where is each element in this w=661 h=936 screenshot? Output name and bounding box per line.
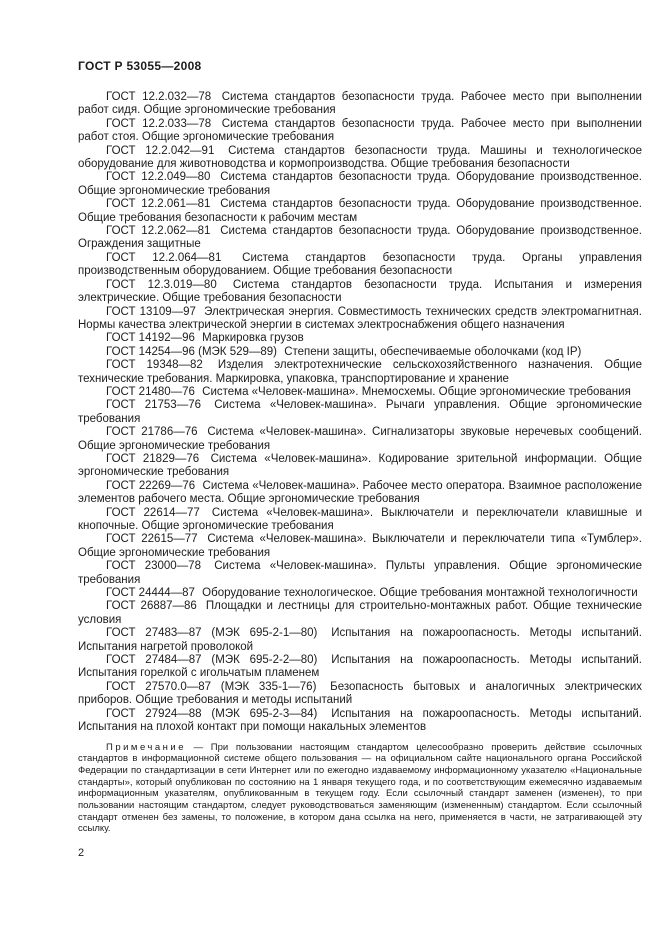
reference-item bbox=[78, 681, 642, 708]
page-number: 2 bbox=[78, 847, 85, 859]
reference-item bbox=[78, 386, 642, 399]
reference-designation: ГОСТ 27924—88 (МЭК 695-2-3—84) bbox=[106, 707, 318, 720]
reference-title: Система «Человек-машина». Рабочее место оператора. Взаимное расположение элементов рабочего места. Общие эргономические требования bbox=[78, 479, 642, 506]
reference-title: Система стандартов безопасности труда. Органы управления производственным оборудованием. Общие требования безопасности bbox=[78, 251, 642, 278]
reference-item bbox=[78, 252, 642, 279]
reference-title: Маркировка грузов bbox=[202, 332, 304, 345]
reference-title: Система стандартов безопасности труда. Рабочее место при выполнении работ стоя. Общие эргономические требования bbox=[78, 117, 642, 144]
reference-designation: ГОСТ 21480—76 bbox=[106, 385, 195, 398]
reference-designation: ГОСТ 22615—77 bbox=[106, 533, 198, 546]
reference-designation: ГОСТ 14192—96 bbox=[106, 332, 195, 345]
reference-designation: ГОСТ 12.2.062—81 bbox=[106, 225, 211, 238]
reference-item bbox=[78, 627, 642, 654]
reference-item bbox=[78, 198, 642, 225]
reference-item bbox=[78, 145, 642, 172]
reference-title: Площадки и лестницы для строительно-монтажных работ. Общие технические условия bbox=[78, 600, 642, 626]
reference-title: Система стандартов безопасности труда. Машины и технологическое оборудование для животноводства и кормопроизводства. Общие требования безопасности bbox=[78, 144, 642, 171]
reference-title: Система «Человек-машина». Выключатели и переключатели типа «Тумблер». Общие эргономические требования bbox=[78, 533, 642, 559]
reference-title: Изделия электротехнические сельскохозяйственного назначения. Общие технические требования. Маркировка, упаковка, транспортирование и хранение bbox=[78, 359, 642, 385]
reference-title: Система «Человек-машина». Мнемосхемы. Общие эргономические требования bbox=[202, 385, 631, 398]
reference-title: Испытания на пожароопасность. Методы испытаний. Испытания на плохой контакт при помощи накальных элементов bbox=[78, 707, 642, 734]
reference-item bbox=[78, 359, 642, 386]
reference-item bbox=[78, 453, 642, 480]
reference-designation: ГОСТ 27484—87 (МЭК 695-2-2—80) bbox=[106, 654, 318, 667]
reference-designation: ГОСТ 19348—82 bbox=[106, 359, 203, 372]
reference-designation: ГОСТ 12.2.042—91 bbox=[106, 144, 215, 157]
reference-designation: ГОСТ 12.3.019—80 bbox=[106, 278, 217, 291]
reference-title: Безопасность бытовых и аналогичных электрических приборов. Общие требования и методы испытаний bbox=[78, 680, 643, 707]
reference-item bbox=[78, 708, 642, 735]
reference-designation: ГОСТ 27483—87 (МЭК 695-2-1—80) bbox=[106, 627, 318, 640]
reference-designation: ГОСТ 14254—96 (МЭК 529—89) bbox=[106, 345, 278, 358]
reference-title: Система стандартов безопасности труда. Испытания и измерения электрические. Общие требования безопасности bbox=[78, 278, 642, 305]
reference-designation: ГОСТ 24444—87 bbox=[106, 587, 195, 600]
reference-item bbox=[78, 533, 642, 560]
reference-item bbox=[78, 600, 642, 627]
reference-item bbox=[78, 225, 642, 252]
reference-title: Система стандартов безопасности труда. Оборудование производственное. Общие требования безопасности к рабочим местам bbox=[78, 198, 642, 224]
document-code-header: ГОСТ Р 53055—2008 bbox=[78, 59, 202, 73]
reference-item bbox=[78, 346, 642, 359]
reference-item bbox=[78, 507, 642, 534]
document-content bbox=[78, 91, 642, 835]
reference-designation: ГОСТ 27570.0—87 (МЭК 335-1—76) bbox=[106, 680, 317, 693]
reference-title: Система «Человек-машина». Выключатели и переключатели клавишные и кнопочные. Общие эргономические требования bbox=[78, 506, 642, 532]
reference-designation: ГОСТ 21829—76 bbox=[106, 452, 200, 465]
note-text: — При пользовании настоящим стандартом целесообразно проверить действие ссылочных стандартов в информационной системе общего пользования — на официальном сайте национального органа Российской Федерации по стандартизации в сети Интернет или по ежегодно издаваемому информационному указателю «Национальные стандарты», который опубликован по состоянию на 1 января текущего года, и по соответствующим ежемесячно издаваемым информационным указателям, опубликованным в текущем году. Если ссылочный стандарт заменен (изменен), то при пользовании настоящим стандартом, следует руководствоваться заменяющим (измененным) стандартом. Если ссылочный стандарт отменен без замены, то положение, в котором дана ссылка на него, применяется в части, не затрагивающей эту ссылку. bbox=[78, 741, 642, 835]
reference-title: Система «Человек-машина». Рычаги управления. Общие эргономические требования bbox=[78, 399, 642, 425]
reference-title: Система стандартов безопасности труда. Оборудование производственное. Ограждения защитные bbox=[78, 225, 642, 251]
reference-item bbox=[78, 332, 642, 345]
reference-designation: ГОСТ 12.2.064—81 bbox=[106, 251, 222, 264]
reference-designation: ГОСТ 21753—76 bbox=[106, 399, 201, 412]
reference-item bbox=[78, 118, 642, 145]
reference-title: Оборудование технологическое. Общие требования монтажной технологичности bbox=[202, 587, 638, 600]
reference-title: Электрическая энергия. Совместимость технических средств электромагнитная. Нормы качества электрической энергии в системах электроснабжения общего назначения bbox=[78, 305, 642, 331]
reference-item bbox=[78, 654, 642, 681]
note-label: Примечание bbox=[106, 741, 186, 753]
reference-designation: ГОСТ 12.2.049—80 bbox=[106, 171, 211, 184]
reference-title: Испытания на пожароопасность. Методы испытаний. Испытания горелкой с игольчатым пламенем bbox=[78, 654, 642, 680]
reference-title: Система «Человек-машина». Пульты управления. Общие эргономические требования bbox=[78, 560, 642, 586]
reference-item bbox=[78, 91, 642, 118]
note-paragraph bbox=[78, 742, 642, 836]
reference-item bbox=[78, 399, 642, 426]
reference-item bbox=[78, 587, 642, 600]
reference-designation: ГОСТ 26887—86 bbox=[106, 600, 197, 613]
reference-designation: ГОСТ 12.2.033—78 bbox=[106, 117, 212, 130]
reference-title: Испытания на пожароопасность. Методы испытаний. Испытания нагретой проволокой bbox=[78, 627, 642, 653]
reference-designation: ГОСТ 21786—76 bbox=[106, 426, 198, 439]
reference-designation: ГОСТ 23000—78 bbox=[106, 560, 201, 573]
reference-designation: ГОСТ 22269—76 bbox=[106, 479, 196, 492]
reference-item bbox=[78, 560, 642, 587]
reference-item bbox=[78, 306, 642, 333]
reference-item bbox=[78, 171, 642, 198]
reference-designation: ГОСТ 13109—97 bbox=[106, 305, 196, 318]
reference-title: Степени защиты, обеспечиваемые оболочками (код IP) bbox=[284, 345, 582, 358]
reference-item bbox=[78, 480, 642, 507]
reference-title: Система стандартов безопасности труда. Оборудование производственное. Общие эргономические требования bbox=[78, 171, 642, 197]
reference-item bbox=[78, 426, 642, 453]
reference-title: Система «Человек-машина». Кодирование зрительной информации. Общие эргономические требования bbox=[78, 452, 642, 479]
references-list bbox=[78, 91, 642, 735]
reference-title: Система стандартов безопасности труда. Рабочее место при выполнении работ сидя. Общие эргономические требования bbox=[78, 91, 642, 117]
reference-title: Система «Человек-машина». Сигнализаторы звуковые неречевых сообщений. Общие эргономические требования bbox=[78, 426, 642, 452]
reference-item bbox=[78, 279, 642, 306]
reference-designation: ГОСТ 12.2.061—81 bbox=[106, 198, 211, 211]
reference-designation: ГОСТ 12.2.032—78 bbox=[106, 91, 212, 103]
reference-designation: ГОСТ 22614—77 bbox=[106, 506, 200, 519]
